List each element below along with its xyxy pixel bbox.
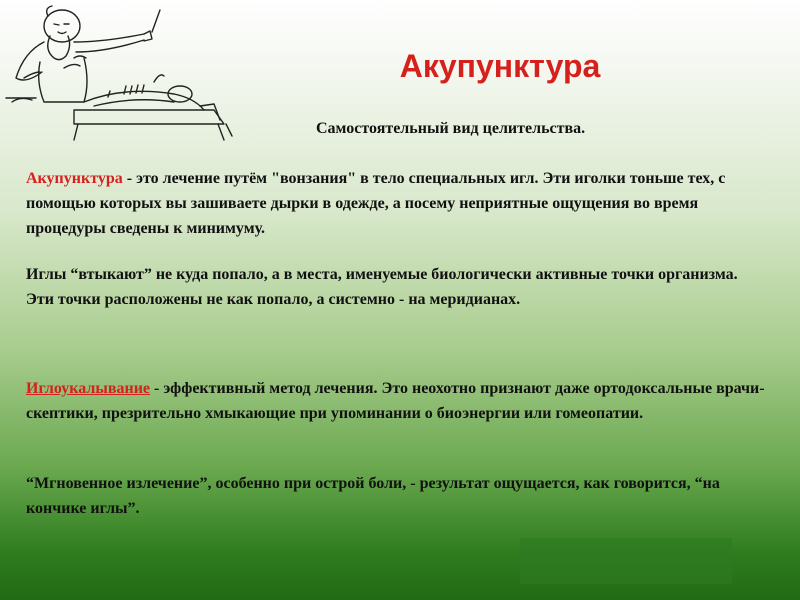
- paragraph-needles: [26, 262, 766, 312]
- term-acupuncture: Акупунктура: [26, 170, 123, 187]
- term-needle-therapy: Иглоукалывание: [26, 380, 151, 397]
- slide-subtitle: Самостоятельный вид целительства.: [316, 120, 586, 137]
- slide-title: Акупунктура: [399, 48, 601, 84]
- paragraph-instant-healing: [26, 471, 766, 521]
- paragraph-text: Иглы “втыкают” не куда попало, а в места, именуемые биологически активные точки организма. Эти точки расположены не как попало, а системно - на меридианах.: [26, 266, 738, 308]
- footer-placeholder-box: [520, 538, 732, 584]
- paragraph-text: “Мгновенное излечение”, особенно при острой боли, - результат ощущается, как говорится, “на кончике иглы”.: [26, 475, 720, 517]
- paragraph-acupuncture: [26, 166, 766, 241]
- paragraph-needle-therapy: [26, 376, 766, 426]
- paragraph-text: - эффективный метод лечения. Это неохотно признают даже ортодоксальные врачи-скептики, презрительно хмыкающие при упоминании о биоэнергии или гомеопатии.: [26, 380, 765, 422]
- acupuncturist-sketch-illustration: [4, 2, 244, 142]
- paragraph-text: - это лечение путём "вонзания" в тело специальных игл. Эти иголки тоньше тех, с помощью которых вы зашиваете дырки в одежде, а посему неприятные ощущения во время процедуры сведены к минимуму.: [26, 170, 726, 237]
